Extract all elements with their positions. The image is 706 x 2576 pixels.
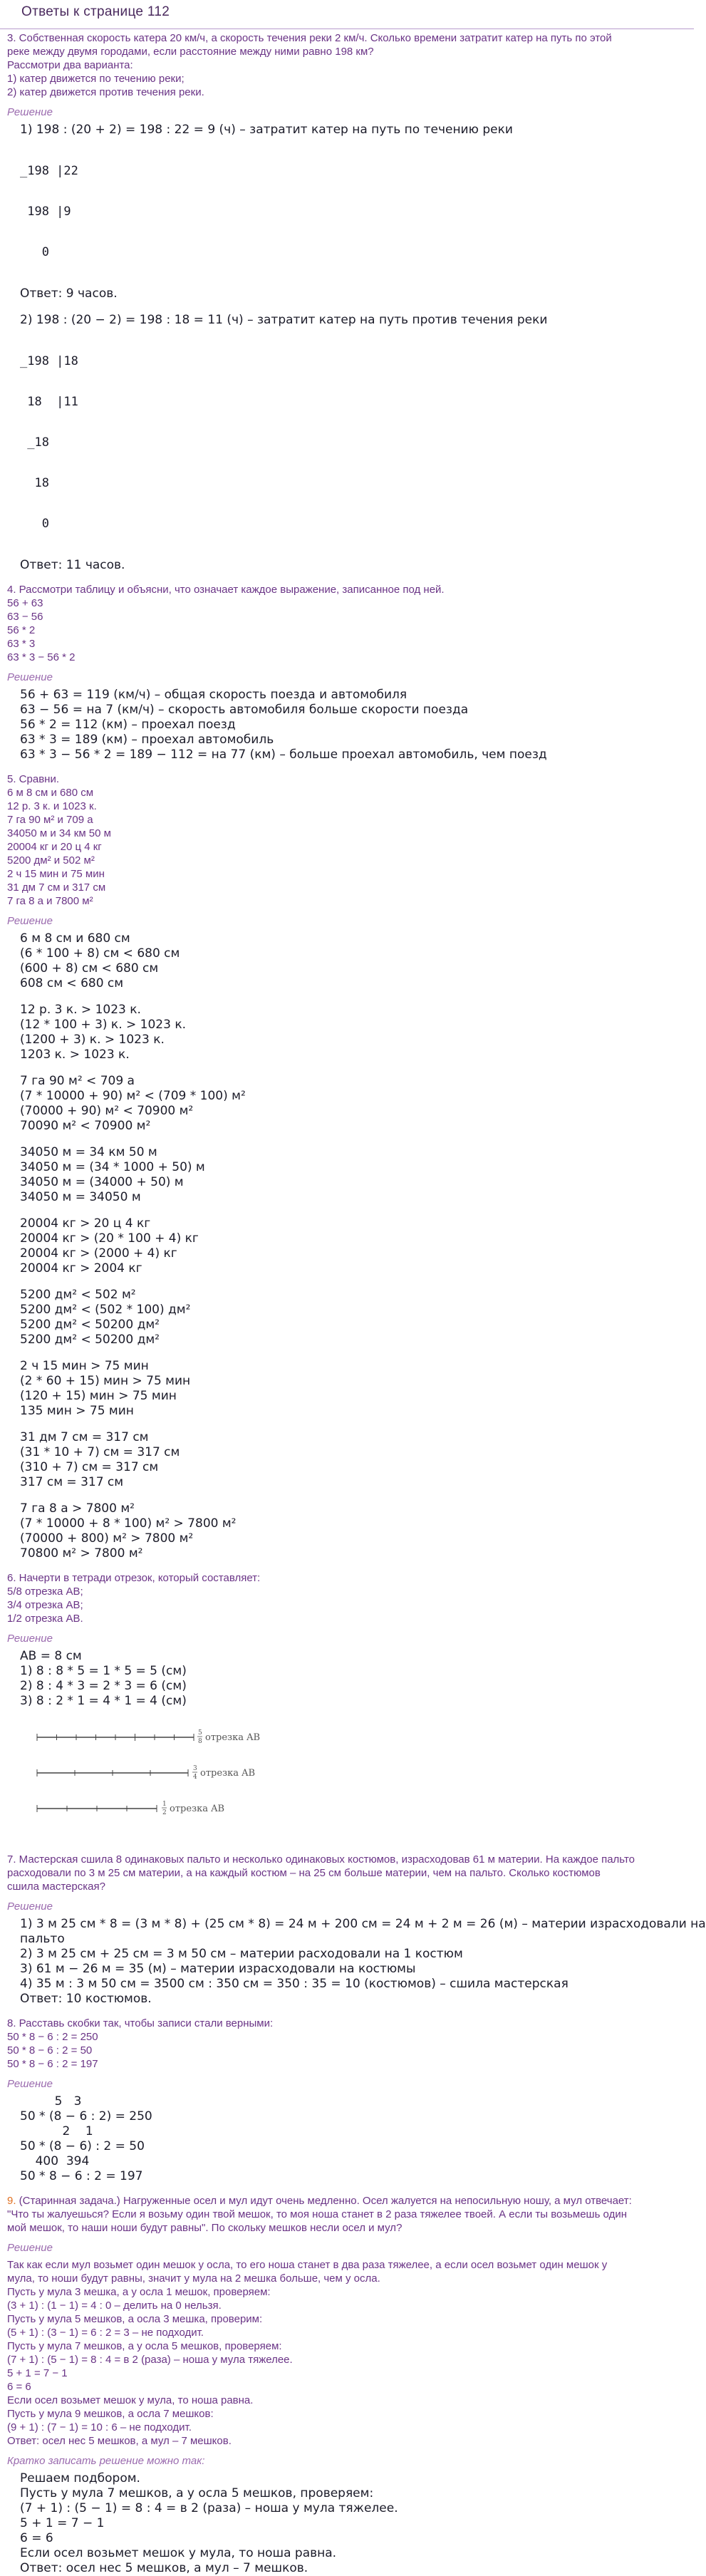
solution-text-line: Если осел возьмет мешок у мула, то ноша равна.	[7, 2394, 254, 2406]
task-line: 56 + 63	[7, 597, 43, 609]
task-line: расходовали по 3 м 25 см материи, а на каждый костюм – на 25 см больше материи, чем на пальто. Сколько костюмов	[7, 1867, 601, 1879]
solution-line: 34050 м = (34 * 1000 + 50) м	[20, 1160, 205, 1174]
task-7-text	[7, 1853, 687, 1893]
solution-line: АВ = 8 см	[20, 1649, 82, 1663]
comparison-group	[20, 1216, 687, 1276]
solution-line: 56 * 2 = 112 (км) – проехал поезд	[20, 718, 236, 732]
task-7-solution	[20, 1917, 706, 2007]
solution-line: (600 + 8) см < 680 см	[20, 961, 159, 976]
page-title: Ответы к странице 112	[21, 4, 170, 19]
task-9-short-solution	[20, 2471, 687, 2576]
task-number: 9.	[7, 2195, 16, 2207]
solution-line: 7 га 8 а > 7800 м²	[20, 1501, 135, 1516]
task-line: 56 * 2	[7, 624, 36, 636]
solution-line: (310 + 7) см = 317 см	[20, 1460, 159, 1474]
task-line: реке между двумя городами, если расстояние между ними равно 198 км?	[7, 46, 374, 58]
task-line: 50 * 8 − 6 : 2 = 197	[7, 2058, 98, 2070]
solution-line: 5 3	[20, 2094, 82, 2109]
solution-line: 1) 8 : 8 * 5 = 1 * 5 = 5 (см)	[20, 1664, 187, 1678]
segment-row	[37, 1801, 224, 1816]
solution-label: Решение	[7, 106, 53, 118]
solution-line: 608 см < 680 см	[20, 976, 124, 990]
solution-line: (2 * 60 + 15) мин > 75 мин	[20, 1374, 191, 1388]
task-line: Рассмотри два варианта:	[7, 59, 133, 71]
task-line: 6 м 8 см и 680 см	[7, 787, 94, 799]
solution-line: (7 * 10000 + 8 * 100) м² > 7800 м²	[20, 1516, 237, 1531]
solution-line: 31 дм 7 см = 317 см	[20, 1430, 149, 1444]
solution-line: 20004 кг > 20 ц 4 кг	[20, 1216, 151, 1231]
solution-line: 20004 кг > (2000 + 4) кг	[20, 1246, 177, 1261]
task-5-text	[7, 772, 687, 908]
answer-line: Ответ: 10 костюмов.	[20, 1992, 152, 2006]
solution-line: 2 1	[20, 2124, 93, 2138]
solution-line: 3) 61 м − 26 м = 35 (м) – материи израсходовали на костюмы	[20, 1962, 416, 1976]
solution-line: 34050 м = (34000 + 50) м	[20, 1175, 184, 1189]
solution-text-line: 6 = 6	[7, 2381, 31, 2393]
division-line: 18	[20, 476, 49, 490]
task-4-text	[7, 583, 687, 664]
solution-label: Решение	[7, 915, 53, 927]
comparison-group	[20, 1501, 687, 1561]
task-3-solution	[20, 123, 687, 573]
solution-label: Решение	[7, 1900, 53, 1913]
comparison-group	[20, 931, 687, 991]
top-bar	[0, 0, 694, 29]
solution-text-line: мула, то ноши будут равны, значит у мула на 2 мешка больше, чем у осла.	[7, 2272, 380, 2285]
solution-line: (70000 + 800) м² > 7800 м²	[20, 1531, 194, 1546]
task-line: (Старинная задача.) Нагруженные осел и мул идут очень медленно. Осел жалуется на непосильную ношу, а мул отвечает:	[16, 2195, 632, 2207]
task-line: 50 * 8 − 6 : 2 = 250	[7, 2031, 98, 2043]
task-line: 63 * 3	[7, 638, 36, 650]
solution-line: (120 + 15) мин > 75 мин	[20, 1389, 177, 1403]
solution-line: 63 * 3 = 189 (км) – проехал автомобиль	[20, 733, 274, 747]
solution-line: 400 394	[20, 2154, 90, 2168]
task-line: 50 * 8 − 6 : 2 = 50	[7, 2044, 93, 2057]
task-line: 31 дм 7 см и 317 см	[7, 881, 106, 894]
solution-text-line: Пусть у мула 5 мешков, а осла 3 мешка, проверим:	[7, 2313, 263, 2325]
solution-text-line: 5 + 1 = 7 − 1	[7, 2367, 68, 2379]
solution-line: 70090 м² < 70900 м²	[20, 1119, 151, 1133]
comparison-group	[20, 1359, 687, 1419]
task-line: 12 р. 3 к. и 1023 к.	[7, 800, 97, 812]
task-line: 2) катер движется против течения реки.	[7, 86, 204, 98]
solution-line: 34050 м = 34 км 50 м	[20, 1145, 157, 1159]
task-8-text	[7, 2017, 687, 2071]
solution-line: (1200 + 3) к. > 1023 к.	[20, 1033, 165, 1047]
task-9-solution-text	[7, 2258, 687, 2448]
task-line: 5/8 отрезка АВ;	[7, 1586, 83, 1598]
fraction-numerator: 5	[198, 1729, 202, 1737]
solution-line: 63 * 3 − 56 * 2 = 189 − 112 = на 77 (км) – больше проехал автомобиль, чем поезд	[20, 748, 547, 762]
task-line: 7 га 8 а и 7800 м²	[7, 895, 93, 907]
solution-line: (12 * 100 + 3) к. > 1023 к.	[20, 1018, 186, 1032]
division-line: _18	[20, 435, 49, 450]
answer-line: Ответ: 9 часов.	[20, 286, 118, 301]
solution-text-line: Пусть у мула 3 мешка, а у осла 1 мешок, проверяем:	[7, 2286, 271, 2298]
solution-text-line: Пусть у мула 9 мешков, а осла 7 мешков:	[7, 2408, 214, 2420]
solution-text-line: Ответ: осел нес 5 мешков, а мул – 7 мешков.	[7, 2435, 232, 2447]
task-line: 6. Начерти в тетради отрезок, который составляет:	[7, 1572, 261, 1584]
task-6-solution	[20, 1649, 687, 1709]
task-line: 63 − 56	[7, 611, 43, 623]
task-line: 1/2 отрезка АВ.	[7, 1613, 83, 1625]
solution-line: 5200 дм² < 502 м²	[20, 1288, 136, 1302]
solution-line: 1) 3 м 25 см * 8 = (3 м * 8) + (25 см * 8) = 24 м + 200 см = 24 м + 2 м = 26 (м) – материи израсходовали на	[20, 1917, 706, 1931]
solution-text-line: (9 + 1) : (7 − 1) = 10 : 6 – не подходит.	[7, 2421, 192, 2433]
solution-text-line: (3 + 1) : (1 − 1) = 4 : 0 – делить на 0 нельзя.	[7, 2300, 222, 2312]
segment-label: отрезка AB	[200, 1768, 256, 1779]
task-8-solution	[20, 2094, 687, 2184]
solution-text-line: (7 + 1) : (5 − 1) = 8 : 4 = в 2 (раза) – ноша у мула тяжелее.	[7, 2354, 293, 2366]
task-6-text	[7, 1571, 687, 1625]
task-line: 20004 кг и 20 ц 4 кг	[7, 841, 102, 853]
division-line: _198 |18	[20, 354, 78, 368]
task-5-solution	[20, 931, 687, 1561]
division-line: 198 |9	[20, 205, 71, 219]
answer-line: Ответ: 11 часов.	[20, 558, 125, 572]
division-line: 0	[20, 245, 49, 259]
task-line: 7 га 90 м² и 709 а	[7, 814, 93, 826]
long-division-a	[20, 138, 687, 286]
solution-line: 2 ч 15 мин > 75 мин	[20, 1359, 149, 1373]
fraction-numerator: 1	[162, 1801, 167, 1808]
solution-line: 50 * (8 − 6 : 2) = 250	[20, 2109, 152, 2124]
solution-line: 2) 8 : 4 * 3 = 2 * 3 = 6 (см)	[20, 1679, 187, 1693]
task-line: 8. Расставь скобки так, чтобы записи стали верными:	[7, 2017, 274, 2029]
task-3-text	[7, 31, 687, 99]
solution-line: 1) 198 : (20 + 2) = 198 : 22 = 9 (ч) – затратит катер на путь по течению реки	[20, 123, 513, 137]
solution-line: 34050 м = 34050 м	[20, 1190, 141, 1204]
solution-line: (31 * 10 + 7) см = 317 см	[20, 1445, 180, 1459]
solution-line: 5 + 1 = 7 − 1	[20, 2516, 105, 2530]
answer-line: Ответ: осел нес 5 мешков, а мул – 7 мешков.	[20, 2561, 308, 2575]
solution-label: Решение	[7, 1633, 53, 1645]
segment-row	[37, 1765, 255, 1781]
solution-line: Решаем подбором.	[20, 2471, 140, 2486]
solution-line: пальто	[20, 1932, 65, 1946]
comparison-group	[20, 1288, 687, 1348]
fraction-denominator: 8	[198, 1738, 202, 1745]
task-line: 3/4 отрезка АВ;	[7, 1599, 83, 1611]
solution-line: 2) 198 : (20 − 2) = 198 : 18 = 11 (ч) – затратит катер на путь против течения реки	[20, 313, 548, 327]
solution-line: 63 − 56 = на 7 (км/ч) – скорость автомобиля больше скорости поезда	[20, 703, 469, 717]
solution-line: 56 + 63 = 119 (км/ч) – общая скорость поезда и автомобиля	[20, 688, 407, 702]
task-line: 5200 дм² и 502 м²	[7, 854, 95, 867]
segment-label: отрезка AB	[170, 1804, 225, 1814]
solution-label: Решение	[7, 2078, 53, 2090]
task-line: сшила мастерская?	[7, 1881, 105, 1893]
solution-line: 6 м 8 см и 680 см	[20, 931, 130, 946]
solution-line: 20004 кг > (20 * 100 + 4) кг	[20, 1231, 199, 1246]
solution-line: (7 + 1) : (5 − 1) = 8 : 4 = в 2 (раза) – ноша у мула тяжелее.	[20, 2501, 398, 2515]
solution-line: 50 * 8 − 6 : 2 = 197	[20, 2169, 143, 2183]
solution-line: (6 * 100 + 8) см < 680 см	[20, 946, 180, 961]
segment-label: отрезка AB	[205, 1732, 261, 1743]
comparison-group	[20, 1145, 687, 1205]
task-line: 2 ч 15 мин и 75 мин	[7, 868, 105, 880]
long-division-b	[20, 328, 687, 558]
solution-line: 5200 дм² < 50200 дм²	[20, 1333, 160, 1347]
division-line: 0	[20, 517, 49, 531]
task-line: 4. Рассмотри таблицу и объясни, что означает каждое выражение, записанное под ней.	[7, 584, 445, 596]
solution-line: Пусть у мула 7 мешков, а у осла 5 мешков, проверяем:	[20, 2486, 374, 2500]
comparison-group	[20, 1003, 687, 1062]
solution-line: 12 р. 3 к. > 1023 к.	[20, 1003, 141, 1017]
solution-line: 4) 35 м : 3 м 50 см = 3500 см : 350 см = 350 : 35 = 10 (костюмов) – сшила мастерская	[20, 1977, 569, 1991]
solution-label: Решение	[7, 671, 53, 683]
solution-line: 20004 кг > 2004 кг	[20, 1261, 142, 1276]
solution-line: 5200 дм² < 50200 дм²	[20, 1318, 160, 1332]
solution-line: 7 га 90 м² < 709 а	[20, 1074, 135, 1088]
short-solution-label: Кратко записать решение можно так:	[7, 2455, 205, 2467]
solution-line: 317 см = 317 см	[20, 1475, 124, 1489]
comparison-group	[20, 1430, 687, 1490]
content	[7, 31, 706, 2576]
solution-line: 3) 8 : 2 * 1 = 4 * 1 = 4 (см)	[20, 1694, 187, 1708]
task-line: мой мешок, то наши ноши будут равны". По скольку мешков несли осел и мул?	[7, 2222, 403, 2234]
division-line: _198 |22	[20, 164, 78, 178]
comparison-group	[20, 1074, 687, 1134]
fraction-denominator: 2	[162, 1809, 167, 1816]
task-line: 34050 м и 34 км 50 м	[7, 827, 111, 839]
segments-svg	[31, 1717, 288, 1838]
segment-row	[37, 1729, 260, 1745]
solution-line: 70800 м² > 7800 м²	[20, 1546, 143, 1561]
task-line: 3. Собственная скорость катера 20 км/ч, а скорость течения реки 2 км/ч. Сколько времени затратит катер на путь по этой	[7, 32, 612, 44]
solution-line: 1203 к. > 1023 к.	[20, 1048, 130, 1062]
division-line: 18 |11	[20, 395, 78, 409]
solution-line: Если осел возьмет мешок у мула, то ноша равна.	[20, 2546, 337, 2560]
task-line: 1) катер движется по течению реки;	[7, 73, 185, 85]
task-line: 7. Мастерская сшила 8 одинаковых пальто и несколько одинаковых костюмов, израсходовав 61 м материи. На каждое пальто	[7, 1853, 635, 1866]
fraction-denominator: 4	[193, 1774, 197, 1781]
solution-text-line: Так как если мул возьмет один мешок у осла, то его ноша станет в два раза тяжелее, а если осел возьмет один мешок у	[7, 2259, 608, 2271]
task-9-text	[7, 2194, 687, 2235]
fraction-numerator: 3	[193, 1765, 197, 1772]
solution-text-line: (5 + 1) : (3 − 1) = 6 : 2 = 3 – не подходит.	[7, 2327, 204, 2339]
task-4-solution	[20, 688, 687, 762]
segments-drawing	[31, 1717, 288, 1838]
solution-line: (7 * 10000 + 90) м² < (709 * 100) м²	[20, 1089, 246, 1103]
solution-text-line: Пусть у мула 7 мешков, а у осла 5 мешков, проверяем:	[7, 2340, 282, 2352]
task-line: "Что ты жалуешься? Если я возьму один твой мешок, то моя ноша станет в 2 раза тяжелее твоей. А если ты возьмешь один	[7, 2208, 627, 2220]
solution-label: Решение	[7, 2242, 53, 2254]
solution-line: (70000 + 90) м² < 70900 м²	[20, 1104, 194, 1118]
solution-line: 50 * (8 − 6) : 2 = 50	[20, 2139, 145, 2153]
solution-line: 6 = 6	[20, 2531, 53, 2545]
task-line: 5. Сравни.	[7, 773, 59, 785]
task-line: 63 * 3 − 56 * 2	[7, 651, 76, 663]
solution-line: 5200 дм² < (502 * 100) дм²	[20, 1303, 191, 1317]
solution-line: 2) 3 м 25 см + 25 см = 3 м 50 см – материи расходовали на 1 костюм	[20, 1947, 463, 1961]
solution-line: 135 мин > 75 мин	[20, 1404, 134, 1418]
